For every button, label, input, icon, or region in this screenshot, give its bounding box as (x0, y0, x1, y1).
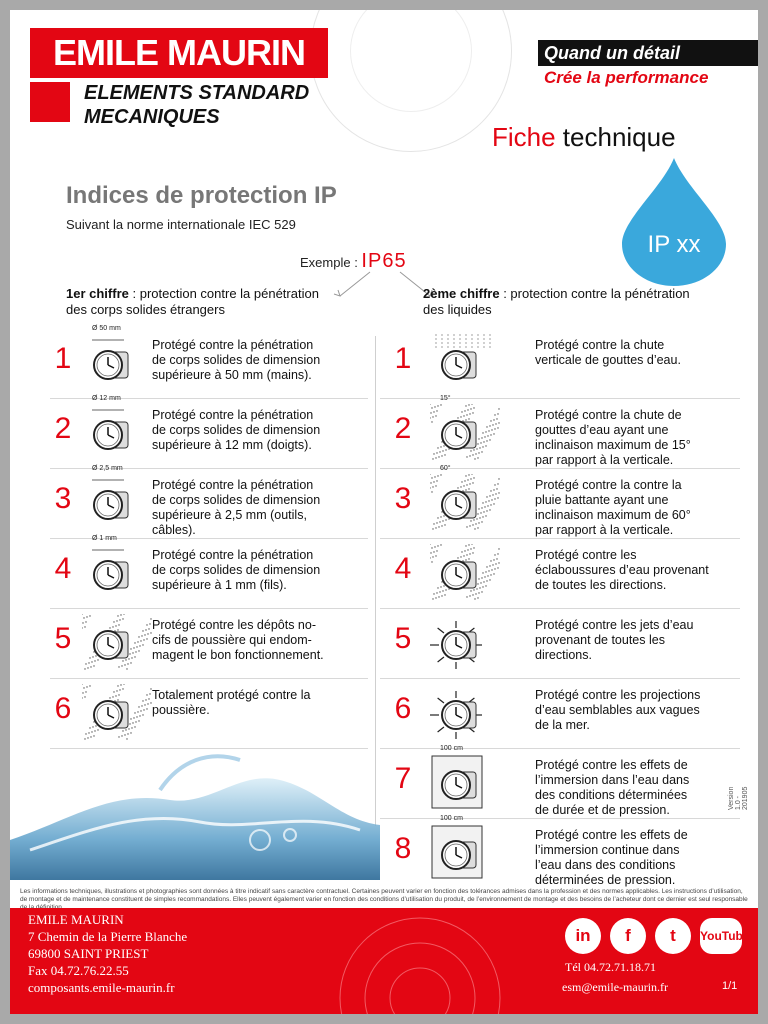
left-column-heading (66, 286, 366, 318)
legal-disclaimer: Les informations techniques, illustrations et photographies sont données à titre indicatif sans caractère contractuel. Certaines peuvent varier en fonction des tolérances admises dans la profession et des normes applicables. Les instructions d’utilisation, de montage et de maintenance constituent de simples recommandations. Elles peuvent également varier en fonction des conditions d’utilisation du produit, de l’environnement de montage et des besoins de l’acheteur dont ce dernier est seul responsable (20, 888, 748, 903)
right-description-line: Protégé contre les (535, 548, 637, 562)
left-description-line: Protégé contre la pénétration (152, 338, 314, 352)
footer-fax: Fax 04.72.76.22.55 (28, 963, 129, 978)
right-icon-label: 15° (440, 395, 451, 402)
right-description-line: Protégé contre les effets de (535, 828, 688, 842)
right-row-digit: 7 (394, 762, 412, 795)
document-page (10, 10, 758, 1014)
right-row-digit: 5 (394, 622, 412, 655)
right-row-digit: 4 (394, 552, 412, 585)
right-row-divider (380, 398, 740, 399)
right-description-line: par rapport à la verticale. (535, 523, 674, 537)
left-row-digit: 5 (54, 622, 72, 655)
right-description-line: Protégé contre les jets d’eau (535, 618, 694, 632)
left-row-digit: 1 (54, 342, 72, 375)
left-description-line: Totalement protégé contre la (152, 688, 311, 702)
right-row-digit: 1 (394, 342, 412, 375)
left-protection-icon (82, 474, 152, 530)
footer-tel: Tél 04.72.71.18.71 (565, 960, 656, 974)
right-row-description (535, 618, 735, 663)
left-description-line: supérieure à 12 mm (doigts). (152, 438, 312, 452)
document-type-black: technique (555, 122, 676, 152)
right-icon-label: 60° (440, 465, 451, 472)
right-row-digit: 8 (394, 832, 412, 865)
right-row-description (535, 688, 735, 733)
right-row-divider (380, 678, 740, 679)
left-icon-label: Ø 12 mm (92, 395, 121, 402)
right-description-line: provenant de toutes les (535, 633, 665, 647)
right-row-digit: 2 (394, 412, 412, 445)
left-description-line: de corps solides de dimension (152, 423, 321, 437)
right-description-line: l’eau dans des conditions (535, 858, 676, 872)
left-protection-icon (82, 544, 152, 600)
right-row-digit: 6 (394, 692, 412, 725)
right-row-divider (380, 818, 740, 819)
left-description-line: cifs de poussière qui endom- (152, 633, 312, 647)
example-code: IP65 (361, 250, 407, 272)
right-protection-icon (430, 334, 500, 390)
twitter-icon[interactable]: t (655, 918, 691, 954)
brand-subtitle-line2: MECANIQUES (84, 106, 220, 128)
youtube-icon[interactable]: YouTube (700, 918, 742, 954)
left-protection-icon (82, 614, 152, 670)
left-row-description (152, 408, 367, 453)
right-protection-icon (430, 404, 500, 460)
left-description-line: poussière. (152, 703, 210, 717)
right-description-line: Protégé contre la chute de (535, 408, 682, 422)
right-protection-icon (430, 754, 500, 810)
right-row-divider (380, 748, 740, 749)
brand-square (30, 82, 70, 122)
right-description-line: gouttes d’eau ayant une (535, 423, 669, 437)
right-description-line: Protégé contre les effets de (535, 758, 688, 772)
left-description-line: de corps solides de dimension (152, 353, 321, 367)
footer-address1: 7 Chemin de la Pierre Blanche (28, 929, 188, 944)
left-description-line: magent le bon fonctionnement. (152, 648, 324, 662)
right-description-line: l’immersion dans l’eau dans (535, 773, 690, 787)
water-drop-icon (622, 158, 726, 286)
right-icon-label: 100 cm (440, 815, 463, 822)
left-row-digit: 3 (54, 482, 72, 515)
footer-email[interactable]: esm@emile-maurin.fr (562, 980, 669, 994)
right-row-description (535, 408, 735, 468)
page-number: 1/1 (722, 980, 738, 992)
left-row-digit: 6 (54, 692, 72, 725)
right-row-description (535, 548, 735, 593)
right-row-description (535, 758, 735, 818)
page-title: Indices de protection IP (66, 182, 337, 209)
left-protection-icon (82, 404, 152, 460)
footer-company: EMILE MAURIN (28, 912, 124, 927)
right-row-description (535, 828, 735, 888)
left-row-digit: 4 (54, 552, 72, 585)
right-description-line: directions. (535, 648, 592, 662)
slogan-line1: Quand un détail (544, 43, 681, 63)
left-row-description (152, 338, 367, 383)
right-description-line: d’eau semblables aux vagues (535, 703, 700, 717)
left-row-digit: 2 (54, 412, 72, 445)
left-row-description (152, 548, 367, 593)
norm-subtitle: Suivant la norme internationale IEC 529 (66, 217, 296, 232)
left-icon-label: Ø 1 mm (92, 535, 117, 542)
right-description-line: des conditions déterminées (535, 788, 688, 802)
left-protection-icon (82, 334, 152, 390)
brand-logo: EMILE MAURIN (30, 28, 328, 78)
right-description-line: déterminées de pression. (535, 873, 676, 887)
right-description-line: Protégé contre la contre la (535, 478, 682, 492)
left-description-line: de corps solides de dimension (152, 493, 321, 507)
right-protection-icon (430, 544, 500, 600)
linkedin-icon[interactable]: in (565, 918, 601, 954)
brand-subtitle-line1: ELEMENTS STANDARD (84, 82, 310, 104)
right-row-divider (380, 538, 740, 539)
left-description-line: Protégé contre la pénétration (152, 548, 314, 562)
right-row-description (535, 338, 735, 368)
left-description-line: supérieure à 1 mm (fils). (152, 578, 287, 592)
left-row-divider (50, 608, 368, 609)
left-description-line: Protégé contre les dépôts no- (152, 618, 316, 632)
right-row-digit: 3 (394, 482, 412, 515)
facebook-icon[interactable]: f (610, 918, 646, 954)
left-row-description (152, 618, 367, 663)
right-protection-icon (430, 614, 500, 670)
right-column-heading (423, 286, 743, 318)
right-description-line: Protégé contre la chute (535, 338, 665, 352)
left-icon-label: Ø 50 mm (92, 325, 121, 332)
right-protection-icon (430, 684, 500, 740)
water-splash-image (10, 730, 380, 880)
right-description-line: éclaboussures d’eau provenant (535, 563, 709, 577)
right-description-line: de toutes les directions. (535, 578, 667, 592)
footer-decoration (290, 908, 550, 1014)
right-heading-rest: : protection contre la pénétration (499, 286, 690, 301)
right-description-line: inclinaison maximum de 60° (535, 508, 691, 522)
left-heading-line2: des corps solides étrangers (66, 302, 225, 317)
left-icon-label: Ø 2,5 mm (92, 465, 123, 472)
drop-label: IP xx (647, 231, 701, 258)
right-description-line: par rapport à la verticale. (535, 453, 674, 467)
right-description-line: verticale de gouttes d’eau. (535, 353, 681, 367)
version-label: Version 1.0 - 201905 (728, 786, 749, 810)
right-row-divider (380, 608, 740, 609)
footer-address2: 69800 SAINT PRIEST (28, 946, 149, 961)
left-heading-rest: : protection contre la pénétration (128, 286, 319, 301)
right-row-divider (380, 468, 740, 469)
right-protection-icon (430, 474, 500, 530)
left-row-divider (50, 678, 368, 679)
left-description-line: de corps solides de dimension (152, 563, 321, 577)
example-label: Exemple : (300, 255, 362, 270)
left-row-description (152, 688, 367, 718)
left-heading-bold: 1er chiffre (66, 286, 129, 301)
slogan-line2: Crée la performance (544, 68, 709, 87)
left-row-description (152, 478, 367, 538)
left-description-line: Protégé contre la pénétration (152, 478, 314, 492)
right-heading-bold: 2ème chiffre (423, 286, 500, 301)
right-protection-icon (430, 824, 500, 880)
footer-website[interactable]: composants.emile-maurin.fr (28, 980, 175, 995)
right-row-description (535, 478, 735, 538)
right-description-line: l’immersion continue dans (535, 843, 680, 857)
right-heading-line2: des liquides (423, 302, 492, 317)
left-description-line: Protégé contre la pénétration (152, 408, 314, 422)
right-description-line: de la mer. (535, 718, 590, 732)
right-description-line: pluie battante ayant une (535, 493, 669, 507)
left-description-line: supérieure à 2,5 mm (outils, (152, 508, 307, 522)
right-icon-label: 100 cm (440, 745, 463, 752)
right-description-line: inclinaison maximum de 15° (535, 438, 691, 452)
right-description-line: Protégé contre les projections (535, 688, 701, 702)
document-type-red: Fiche (492, 122, 556, 152)
left-description-line: câbles). (152, 523, 196, 537)
left-description-line: supérieure à 50 mm (mains). (152, 368, 312, 382)
right-description-line: de durée et de pression. (535, 803, 670, 817)
document-type (492, 122, 676, 153)
